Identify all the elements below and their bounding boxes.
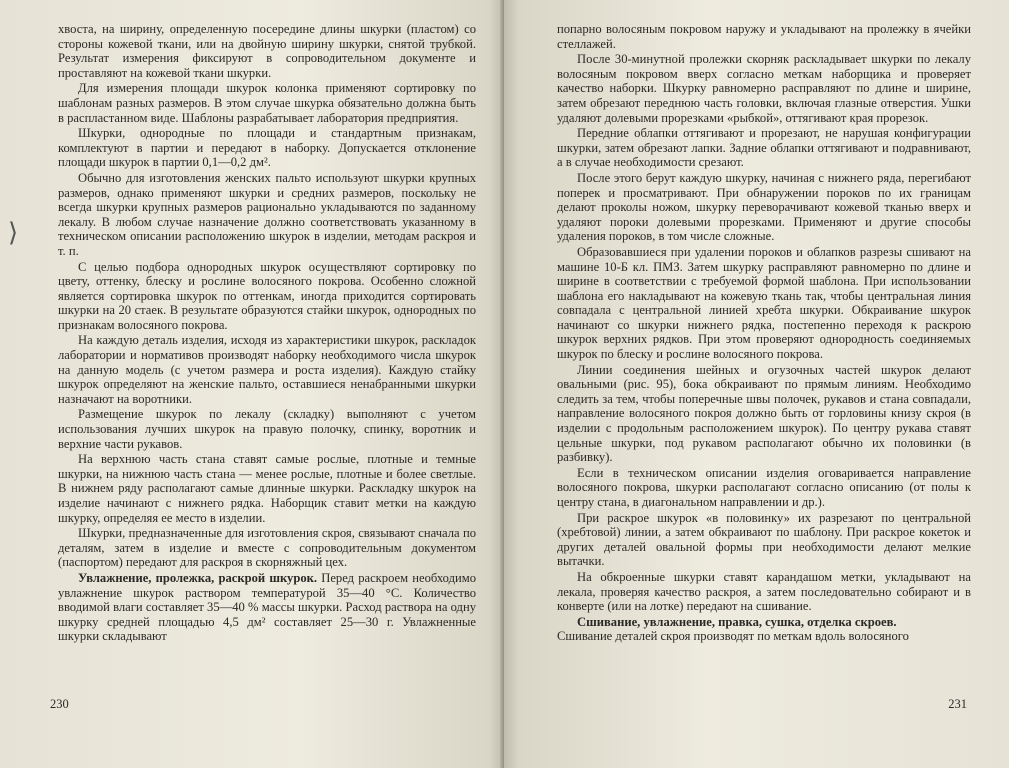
section-paragraph [557, 615, 971, 644]
paragraph: На верхнюю часть стана ставят самые рослые, плотные и темные шкурки, на нижнюю часть стана — менее рослые, плотные и более светлые. В нижнем ряду располагают самые длинные шкурки. Раскладку шкурок на изделие начинают с нижнего рядка. Наборщик ставит метки на каждую шкурку, определяя ее место в изделии. [58, 452, 476, 525]
paragraph: Обычно для изготовления женских пальто используют шкурки крупных размеров, однако применяют шкурки и средних размеров, поскольку не всегда шкурки крупных размеров рационально укладываются по заданному лекалу. В любом случае назначение должно соответствовать указанному в техническом описании расположению шкурок в изделии, методам раскроя и т. п. [58, 170, 476, 258]
paragraph: На обкроенные шкурки ставят карандашом метки, укладывают на лекала, проверяя качество раскроя, а затем последовательно собирают и в конверте (или на лотке) передают на сшивание. [557, 569, 971, 614]
paragraph: Шкурки, предназначенные для изготовления скроя, связывают сначала по деталям, затем в изделие и вместе с сопроводительным документом (паспортом) передают для раскроя в скорняжный цех. [58, 526, 476, 570]
paragraph: Линии соединения шейных и огузочных частей шкурок делают овальными (рис. 95), бока обкраивают по прямым линиям. Необходимо следить за тем, чтобы поперечные швы полочек, рукавов и стана совпадали, направление волосяного покроя должно быть от горловины книзу скроя (в изделии с продольным расположением шкурок). По центру рукава ставят цельные шкурки, под рукавом располагают обычно их половинки (в разбивку). [557, 362, 971, 465]
left-page [0, 0, 504, 768]
page-number: 230 [50, 697, 69, 711]
section-heading: Увлажнение, пролежка, раскрой шкурок. [78, 570, 318, 585]
paragraph: Если в техническом описании изделия оговаривается направление волосяного покрова, шкурки располагают согласно описанию (от полы к центру стана, в диагональном направлении и др.). [557, 465, 971, 509]
paragraph: Для измерения площади шкурок колонка применяют сортировку по шаблонам разных размеров. В этом случае шкурка обязательно должна быть в распластанном виде. Шаблоны разрабатывает лаборатория предприятия. [58, 81, 476, 125]
paragraph: Образовавшиеся при удалении пороков и облапков разрезы сшивают на машине 10-Б кл. ПМЗ. Затем шкурку расправляют равномерно по длине и ширине в соответствии с требуемой формой шаблона. При использовании шаблона его накладывают на кожевую ткань так, чтобы центральная линия совпадала с центральной линией хребта шкурки. Обкраивание шкурок начинают со шкурки нижнего рядка, постепенно переходя к раскрою шкурок верхних рядков. При этом проверяют однородность соединяемых шкурок по блеску и рослине волосяного покрова. [557, 244, 971, 362]
paragraph: Размещение шкурок по лекалу (складку) выполняют с учетом использования лучших шкурок на правую полочку, спинку, воротник и верхние части рукавов. [58, 407, 476, 451]
paragraph-text: Перед раскроем необходимо увлажнение шкурок раствором температурой 35—40 °С. Количество вводимой влаги составляет 35—40 % массы шкурки. Расход раствора на одну шкурку средней площадью 4,5 дм² составляет 25—30 г. Увлажненные шкурки складывают [58, 570, 476, 644]
paragraph: На каждую деталь изделия, исходя из характеристики шкурок, раскладок лаборатории и нормативов производят наборку необходимого числа шкурок на данную модель (с учетом размера и роста изделия). Каждую стайку шкурок определяют на женские пальто, оставшиеся ненабранными шкурки назначают на воротники. [58, 333, 476, 406]
right-page [504, 0, 1009, 768]
paragraph: После 30-минутной пролежки скорняк раскладывает шкурки по лекалу волосяным покровом вверх согласно меткам наборщика и проверяет качество наборки. Шкурку равномерно расправляют по длине и ширине, затем обрезают переднюю часть головки, включая глазные отверстия. Ушки удаляют долевыми прорезками «рыбкой», оттягивают края прорезок. [557, 52, 971, 125]
paragraph: При раскрое шкурок «в половинку» их разрезают по центральной (хребтовой) линии, а затем обкраивают по шаблону. При раскрое кокеток и других деталей овальной формы при необходимости делают мелкие вытачки. [557, 510, 971, 569]
page-number: 231 [948, 697, 967, 711]
margin-bracket-mark: ⟩ [8, 218, 19, 247]
paragraph: попарно волосяным покровом наружу и укладывают на пролежку в ячейки стеллажей. [557, 22, 971, 51]
section-heading: Сшивание, увлажнение, правка, сушка, отделка скроев. [577, 614, 897, 629]
paragraph: С целью подбора однородных шкурок осуществляют сортировку по цвету, оттенку, блеску и рослине волосяного покрова. Особенно сложной является сортировка шкурок по оттенкам, иногда приходится сортировать шкурки на 20 стаек. В результате образуются стайки шкурок, однородных по признакам волосяного покрова. [58, 259, 476, 332]
paragraph-text: Сшивание деталей скроя производят по меткам вдоль волосяного [557, 629, 909, 644]
paragraph: Шкурки, однородные по площади и стандартным признакам, комплектуют в партии и передают в наборку. Допускается отклонение площади шкурок в партии 0,1—0,2 дм². [58, 126, 476, 170]
paragraph: После этого берут каждую шкурку, начиная с нижнего ряда, перегибают поперек и просматривают. При обнаружении пороков по их границам делают проколы ножом, шкурку переворачивают кожевой тканью вверх и удаляют пороки долевыми прорезками. Применяют и другие способы удаления пороков, в том числе сложные. [557, 170, 971, 244]
section-paragraph [58, 571, 476, 644]
paragraph: Передние облапки оттягивают и прорезают, не нарушая конфигурации шкурки, затем обрезают лапки. Задние облапки оттягивают и подравнивают, а в случае необходимости срезают. [557, 126, 971, 170]
paragraph: хвоста, на ширину, определенную посередине длины шкурки (пластом) со стороны кожевой ткани, или на двойную ширину шкурки, снятой трубкой. Результат измерения фиксируют в сопроводительном документе и проставляют на кожевой ткани шкурки. [58, 22, 476, 80]
